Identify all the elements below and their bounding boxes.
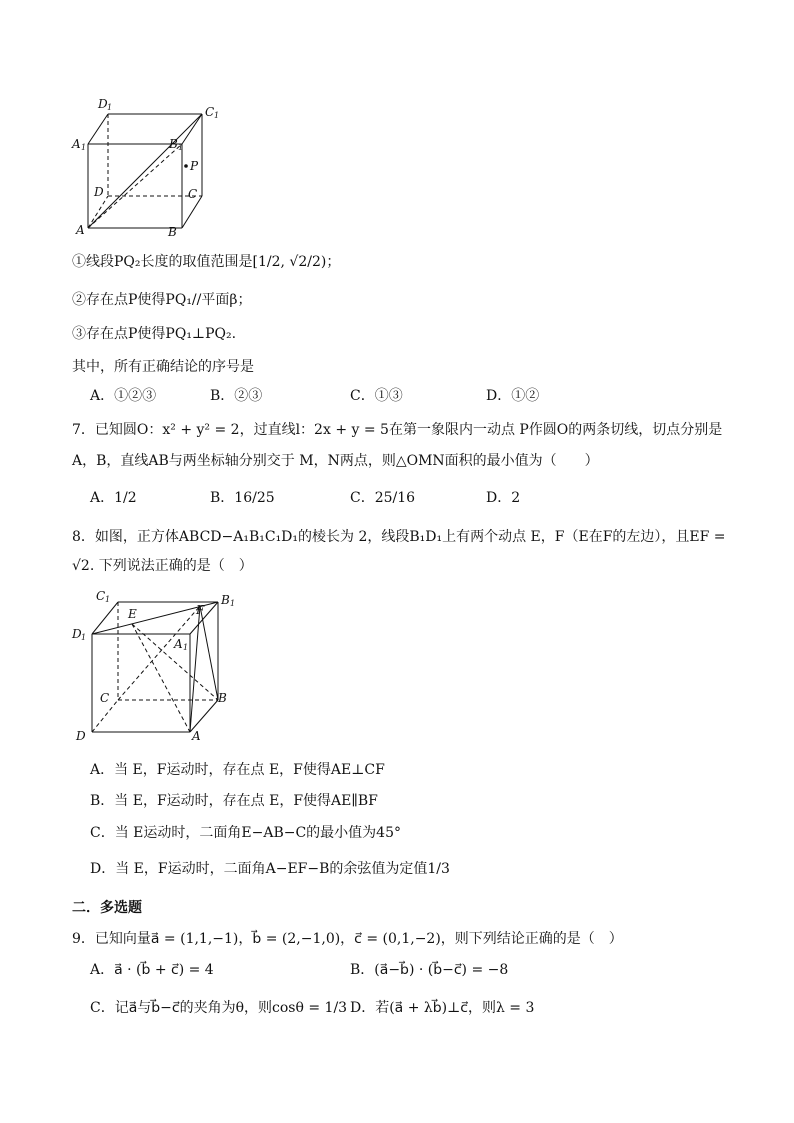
q8-option-c: C．当 E运动时，二面角E−AB−C的最小值为45°: [90, 825, 401, 841]
q6-option-c: C．①③: [350, 388, 403, 404]
svg-text:1: 1: [107, 103, 113, 112]
q7-option-c: C．25/16: [350, 490, 416, 506]
q8-text-line-2: √2. 下列说法正确的是（ ）: [72, 558, 253, 574]
q7-option-b: B．16/25: [210, 490, 275, 506]
label-b: B: [168, 225, 177, 239]
label-a1: A: [174, 637, 183, 651]
cube-figure-2: [70, 584, 240, 744]
q9-text-line-1: 9．已知向量a⃗ = (1,1,−1)，b⃗ = (2,−1,0)，c⃗ = (0,1,−2)，则下列结论正确的是（ ）: [72, 931, 623, 947]
q8-option-d: D．当 E，F运动时，二面角A−EF−B的余弦值为定值1/3: [90, 861, 450, 877]
svg-text:1: 1: [105, 595, 111, 604]
label-a1: A: [72, 137, 81, 151]
q6-option-d: D．①②: [486, 388, 540, 404]
q8-option-b: B．当 E，F运动时，存在点 E，F使得AE∥BF: [90, 793, 378, 809]
q9-option-a: A．a⃗ · (b⃗ + c⃗) = 4: [90, 962, 214, 978]
label-d: D: [76, 729, 86, 743]
svg-text:1: 1: [230, 599, 236, 608]
label-f: F: [196, 603, 205, 617]
q6-statement-2: ②存在点P使得PQ₁//平面β；: [72, 292, 252, 308]
label-d1: D: [72, 627, 82, 641]
q7-option-a: A．1/2: [90, 490, 137, 506]
label-c: C: [100, 691, 110, 705]
q6-statement-3: ③存在点P使得PQ₁⊥PQ₂.: [72, 326, 237, 342]
svg-text:1: 1: [178, 143, 184, 152]
label-e: E: [128, 607, 137, 621]
label-a: A: [76, 223, 85, 237]
label-b: B: [218, 691, 227, 705]
label-a: A: [192, 729, 201, 743]
q8-option-a: A．当 E，F运动时，存在点 E，F使得AE⊥CF: [90, 762, 385, 778]
q6-option-b: B．②③: [210, 388, 263, 404]
label-b1: B: [221, 593, 230, 607]
label-c: C: [188, 187, 198, 201]
label-d: D: [94, 185, 104, 199]
q7-text-line-2: A，B，直线AB与两坐标轴分别交于 M，N两点，则△OMN面积的最小值为（ ）: [72, 453, 599, 469]
q8-text-line-1: 8．如图，正方体ABCD−A₁B₁C₁D₁的棱长为 2，线段B₁D₁上有两个动点 E，F（E在F的左边），且EF =: [72, 529, 726, 545]
q9-option-d: D．若(a⃗ + λb⃗)⊥c⃗，则λ = 3: [350, 1000, 535, 1016]
svg-text:1: 1: [81, 143, 87, 152]
q7-text-line-1: 7．已知圆O：x² + y² = 2，过直线l：2x + y = 5在第一象限内一动点 P作圆O的两条切线，切点分别是: [72, 422, 723, 438]
label-c1: C: [205, 105, 215, 119]
label-c1: C: [96, 589, 106, 603]
label-p: P: [190, 159, 199, 173]
label-b1: B: [169, 137, 178, 151]
svg-text:1: 1: [183, 643, 189, 652]
svg-text:1: 1: [214, 111, 220, 120]
svg-text:1: 1: [81, 633, 87, 642]
cube-figure-1: [70, 96, 220, 241]
q7-option-d: D．2: [486, 490, 521, 506]
q6-prompt: 其中，所有正确结论的序号是: [72, 359, 254, 375]
q6-statement-1: ①线段PQ₂长度的取值范围是[1/2, √2/2)；: [72, 254, 341, 270]
q9-option-b: B．(a⃗−b⃗) · (b⃗−c⃗) = −8: [350, 962, 509, 978]
q9-option-c: C．记a⃗与b⃗−c⃗的夹角为θ，则cosθ = 1/3: [90, 1000, 348, 1016]
section-heading: 二．多选题: [72, 900, 142, 916]
label-d1: D: [98, 97, 108, 111]
q6-option-a: A．①②③: [90, 388, 157, 404]
